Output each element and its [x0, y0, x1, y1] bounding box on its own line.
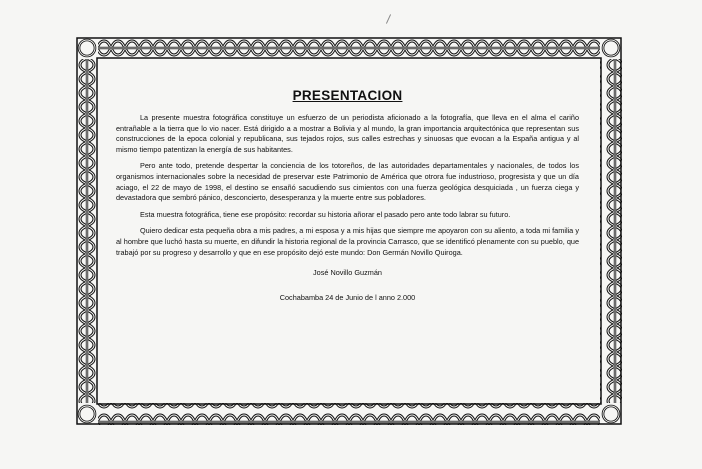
- paragraph: Pero ante todo, pretende despertar la conciencia de los totoreños, de las autoridades departamentales y nacionales, de todos los organismos internacionales sobre la necesidad de preservar este Patrimonio de América que otrora fue industrioso, progresista y que un día aciago, el 22 de mayo de 1998, el destino se ensañó sacudiendo sus cimientos con una fuerza geológica desquiciada , un fuerza ciega y devastadora que sembró pánico, desconcierto, desesperanza y la muerte entre sus pobladores.: [116, 161, 579, 203]
- paragraph: La presente muestra fotográfica constituye un esfuerzo de un periodista aficionado a la fotografía, que lleva en el alma el cariño entrañable a la tierra que lo vio nacer. Está dirigido a a mostrar a Bolivia y al mundo, la gran importancia arquitectónica que representan sus construcciones de la epoca colonial y republicana, sus tejados rojos, sus calles estrechas y sinuosas que evocan a la España antigua y al mismo tiempo patentizan la energía de sus habitantes.: [116, 113, 579, 154]
- presentation-text: [116, 88, 579, 388]
- date-line: Cochabamba 24 de Junio de l anno 2.000: [279, 293, 416, 303]
- author-signature: José Novillo Guzmán: [313, 268, 382, 278]
- paragraph: Quiero dedicar esta pequeña obra a mis padres, a mi esposa y a mis hijas que siempre me apoyaron con su aliento, a toda mi familia y al hombre que luchó hasta su muerte, en difundir la historia regional de la provincia Carrasco, que se identificó plenamente con su pueblo, que trabajó por su progreso y desarrollo y que en ese propósito dejó este mundo: Don Germán Novillo Quiroga.: [116, 226, 579, 257]
- pen-mark: [386, 14, 391, 23]
- page-title: PRESENTACION: [292, 88, 403, 103]
- paragraph: Esta muestra fotográfica, tiene ese propósito: recordar su historia añorar el pasado pero ante todo labrar su futuro.: [140, 209, 511, 219]
